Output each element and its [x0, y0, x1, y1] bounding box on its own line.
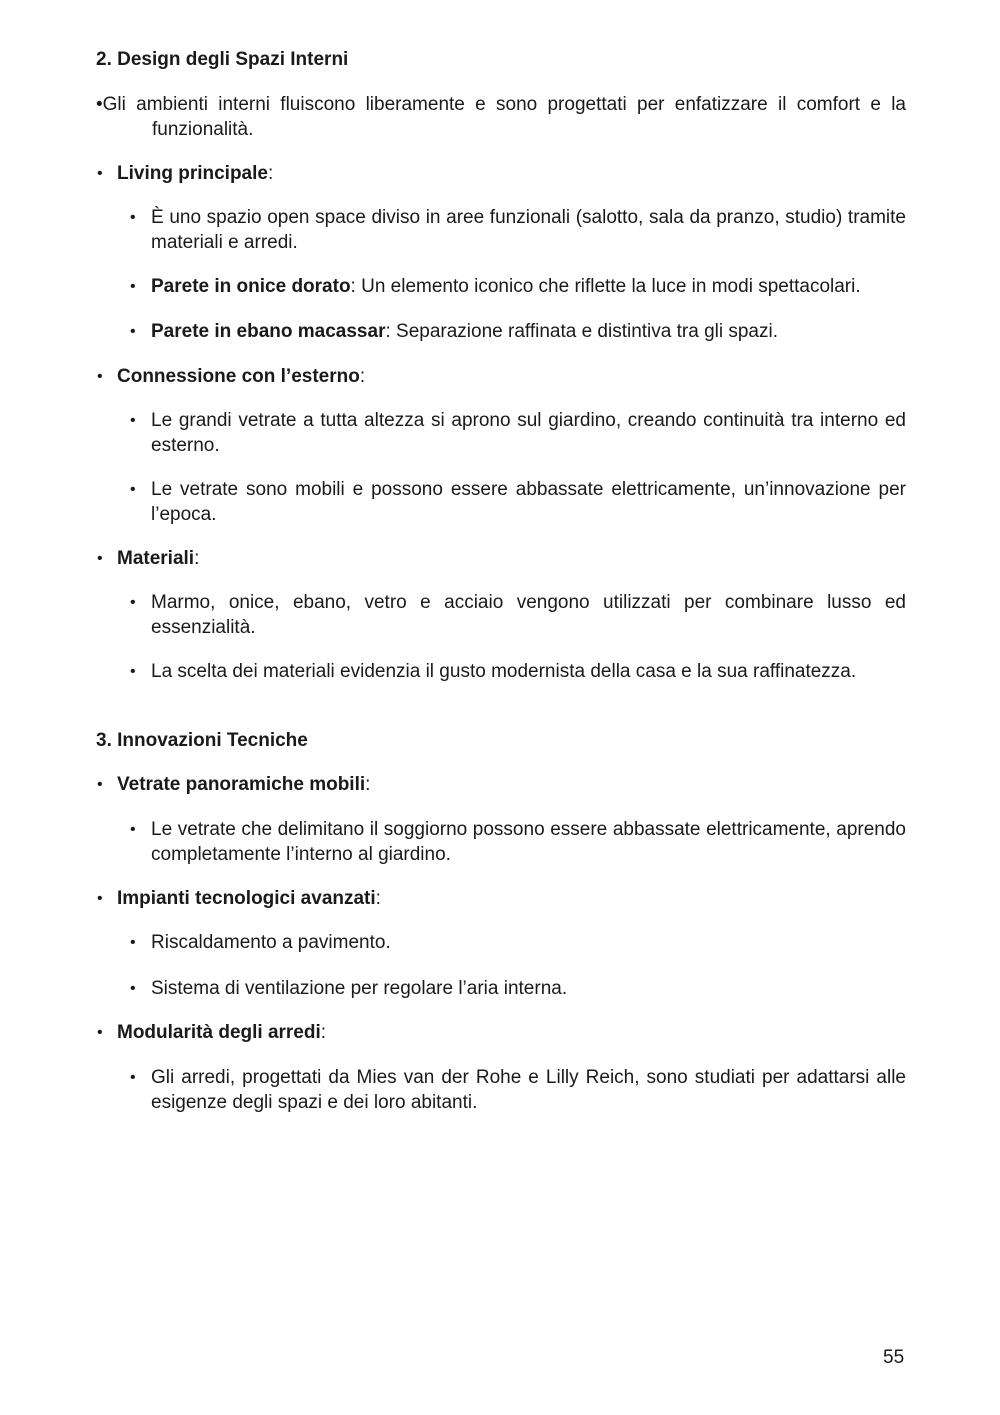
list-item: • È uno spazio open space diviso in aree funzionali (salotto, sala da pranzo, studio) tramite materiali e arredi.: [130, 207, 906, 253]
list-item: • Marmo, onice, ebano, vetro e acciaio vengono utilizzati per combinare lusso ed essenzialità.: [130, 592, 906, 638]
item-label: Living principale: [117, 163, 268, 184]
list-item: • Le grandi vetrate a tutta altezza si aprono sul giardino, creando continuità tra interno ed esterno.: [130, 410, 906, 456]
list-item: • Parete in ebano macassar: Separazione raffinata e distintiva tra gli spazi.: [130, 321, 779, 342]
list-item: • Le vetrate sono mobili e possono essere abbassate elettricamente, un’innovazione per l’epoca.: [130, 479, 906, 525]
list-item: • Parete in onice dorato: Un elemento iconico che riflette la luce in modi spettacolari.: [130, 276, 861, 297]
intro-text: Gli ambienti interni fluiscono liberamente e sono progettati per enfatizzare il comfort e la funzionalità.: [102, 94, 906, 140]
list-item-connessione: • Connessione con l’esterno:: [97, 366, 366, 387]
list-item: • Le vetrate che delimitano il soggiorno possono essere abbassate elettricamente, aprendo completamente l’interno al giardino.: [130, 819, 906, 865]
section-2-intro: [96, 92, 906, 142]
list-item: • Gli arredi, progettati da Mies van der Rohe e Lilly Reich, sono studiati per adattarsi alle esigenze degli spazi e dei loro abitanti.: [130, 1067, 906, 1113]
list-item-vetrate: • Vetrate panoramiche mobili:: [97, 774, 371, 795]
list-item: • La scelta dei materiali evidenzia il gusto modernista della casa e la sua raffinatezza.: [130, 661, 857, 682]
intro-bullet: •: [96, 94, 103, 115]
list-item: • Riscaldamento a pavimento.: [130, 932, 391, 953]
list-item: • Sistema di ventilazione per regolare l’aria interna.: [130, 978, 568, 999]
section-2-heading: 2. Design degli Spazi Interni: [96, 49, 349, 70]
list-item-living-principale: • Living principale:: [97, 163, 274, 184]
bullet: •: [97, 165, 103, 182]
section-3-heading: 3. Innovazioni Tecniche: [96, 730, 308, 751]
list-item-materiali: • Materiali:: [97, 548, 200, 569]
page-number: 55: [883, 1347, 905, 1368]
list-item-impianti: • Impianti tecnologici avanzati:: [97, 888, 381, 909]
list-item-modularita: • Modularità degli arredi:: [97, 1022, 327, 1043]
page-content: [96, 47, 906, 1115]
